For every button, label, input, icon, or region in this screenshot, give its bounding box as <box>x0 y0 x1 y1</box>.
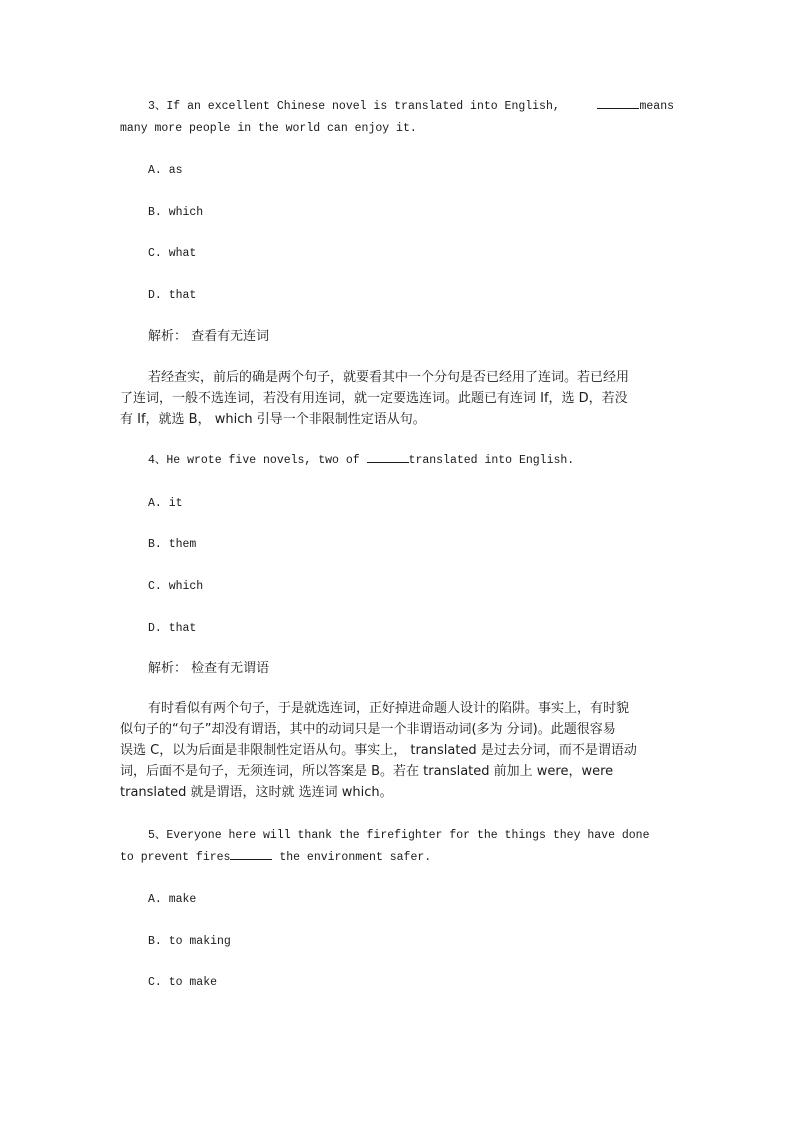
question-5-line-1: 5、Everyone here will thank the firefighter for the things they have done <box>148 829 650 842</box>
option-a: A. make <box>148 893 197 906</box>
option-b: B. which <box>148 206 204 219</box>
question-5-line-2 <box>120 847 674 869</box>
option-b: B. them <box>148 538 197 551</box>
explanation-line: 有 If，就选 B， which 引导一个非限制性定语从句。 <box>120 412 426 427</box>
question-3 <box>120 96 674 140</box>
option-d: D. that <box>148 289 197 302</box>
question-4-explanation <box>120 698 674 803</box>
question-3-analysis-label: 解析： 查看有无连词 <box>148 329 270 344</box>
answer-blank <box>367 452 409 463</box>
option-a: A. as <box>148 164 183 177</box>
explanation-line: 词，后面不是句子，无须连词，所以答案是 B。若在 translated 前加上 were，were <box>120 764 614 779</box>
answer-blank <box>597 98 639 109</box>
explanation-line: 有时看似有两个句子，于是就选连词，正好掉进命题人设计的陷阱。事实上，有时貌 <box>148 701 630 716</box>
option-d: D. that <box>148 622 197 635</box>
option-c: C. what <box>148 247 197 260</box>
question-4-stem-end: translated into English. <box>408 454 575 467</box>
question-4 <box>120 450 674 472</box>
explanation-line: translated 就是谓语，这时就 选连词 which。 <box>120 785 393 800</box>
question-3-line-1 <box>120 96 674 118</box>
explanation-line: 似句子的“句子”却没有谓语，其中的动词只是一个非谓语动词(多为 分词)。此题很容易 <box>120 722 616 737</box>
question-3-line-2: many more people in the world can enjoy it. <box>120 122 417 135</box>
question-3-explanation <box>120 367 674 430</box>
question-5 <box>120 825 674 869</box>
option-b: B. to making <box>148 935 231 948</box>
question-5-stem-end: the environment safer. <box>272 851 432 864</box>
question-5-stem: to prevent fires <box>120 851 231 864</box>
explanation-line: 若经查实，前后的确是两个句子，就要看其中一个分句是否已经用了连词。若已经用 <box>148 370 630 385</box>
question-4-analysis-label: 解析： 检查有无谓语 <box>148 661 270 676</box>
option-c: C. to make <box>148 976 218 989</box>
question-4-line-1 <box>120 450 674 472</box>
explanation-line: 误选 C，以为后面是非限制性定语从句。事实上， translated 是过去分词，而不是谓语动 <box>120 743 637 758</box>
question-3-stem-end: means <box>639 100 674 113</box>
answer-blank <box>230 849 272 860</box>
option-a: A. it <box>148 497 183 510</box>
explanation-line: 了连词，一般不选连词，若没有用连词，就一定要选连词。此题已有连词 If，选 D，若没 <box>120 391 628 406</box>
question-4-stem: 4、He wrote five novels, two of <box>148 454 360 467</box>
option-c: C. which <box>148 580 204 593</box>
question-3-stem: 3、If an excellent Chinese novel is translated into English, <box>148 100 560 113</box>
